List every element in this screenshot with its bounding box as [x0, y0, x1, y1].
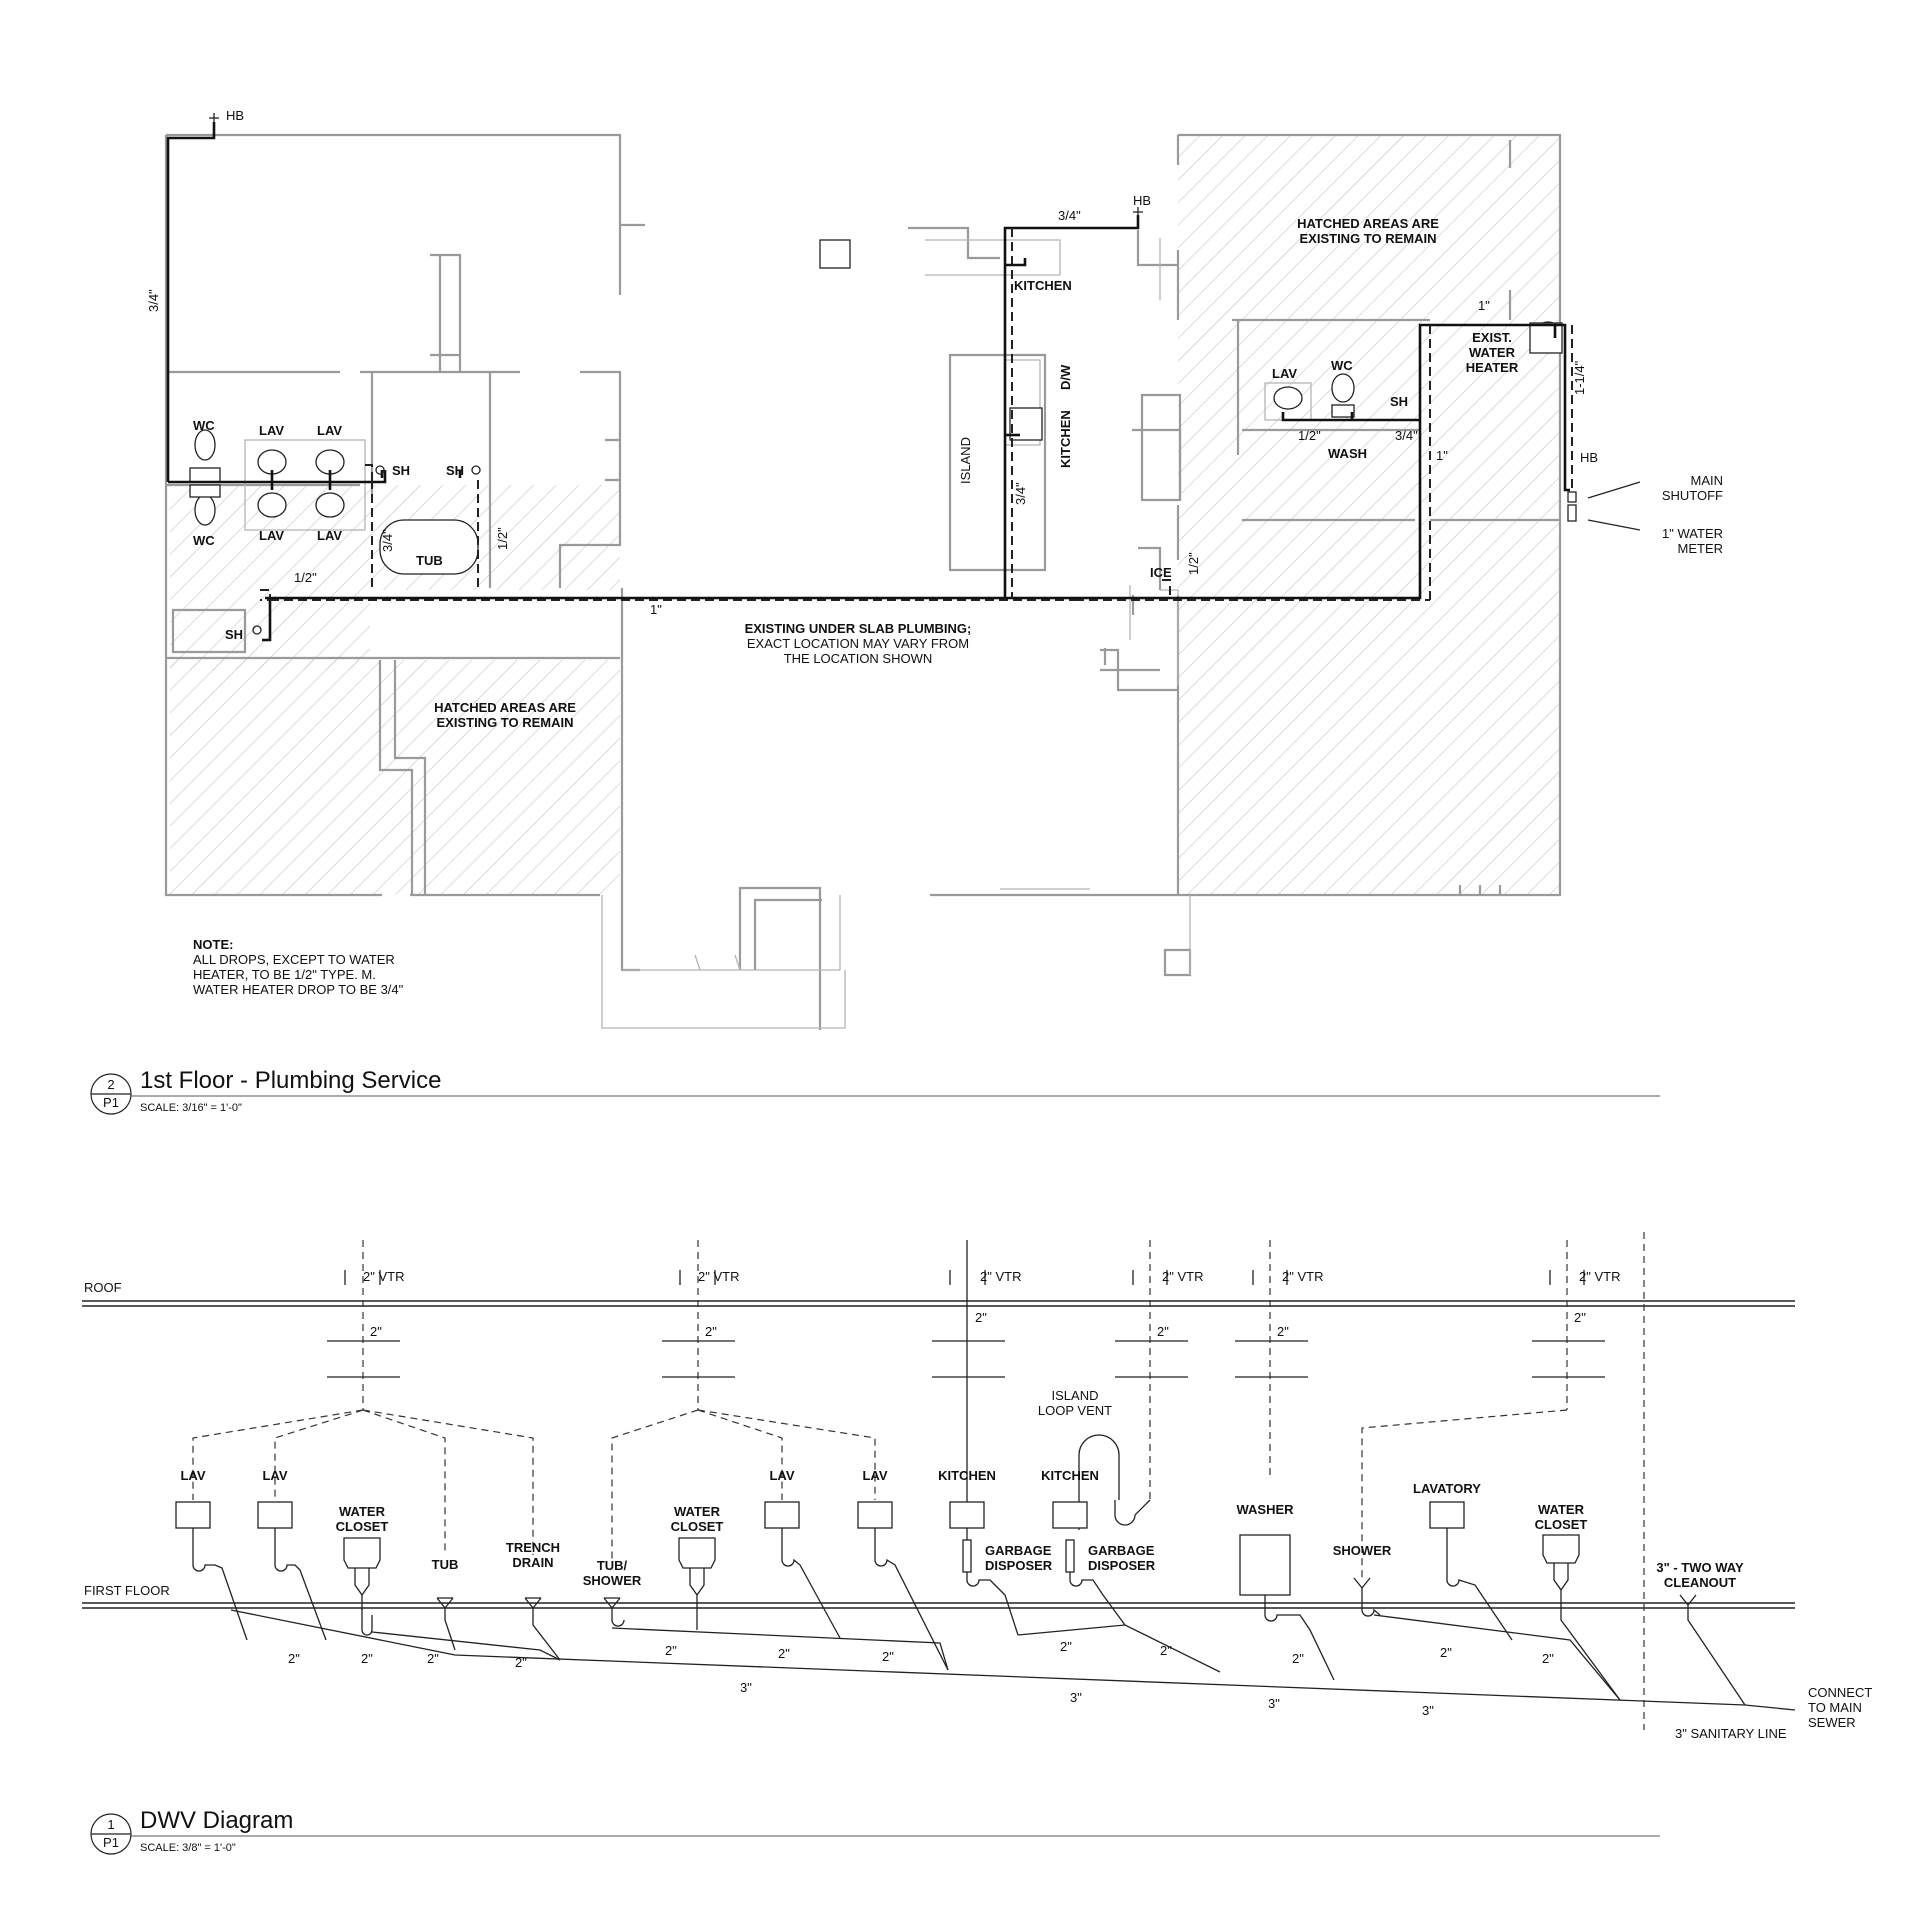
pipe-size-label: 1/2": [294, 570, 317, 585]
fixture-label: SHOWER: [582, 1573, 642, 1588]
hb-label: HB: [1580, 450, 1599, 465]
fixture-label: SH: [446, 463, 465, 478]
room-label: ISLAND: [958, 437, 973, 484]
fixture-label: DISPOSER: [985, 1558, 1053, 1573]
detail-number: 1: [107, 1817, 115, 1832]
fixture-label: LAV: [1272, 366, 1298, 381]
drain-size-label: 2": [882, 1649, 894, 1664]
meter-assembly: [1568, 482, 1640, 530]
under-slab-note: EXISTING UNDER SLAB PLUMBING;: [744, 621, 972, 636]
main-size-label: 3": [740, 1680, 752, 1695]
main-size-label: 3": [1268, 1696, 1280, 1711]
drain-size-label: 2": [1542, 1651, 1554, 1666]
note-line: ALL DROPS, EXCEPT TO WATER: [193, 952, 395, 967]
hb-label: HB: [226, 108, 245, 123]
floor-drain-icon: [1354, 1578, 1370, 1588]
hatch-note: HATCHED AREAS ARE: [1297, 216, 1439, 231]
note-line: HEATER, TO BE 1/2" TYPE. M.: [193, 967, 376, 982]
fixture-label: KITCHEN: [1041, 1468, 1099, 1483]
connect-sewer-label: SEWER: [1808, 1715, 1856, 1730]
water-closet-icon: [344, 1538, 380, 1568]
fixture-label: KITCHEN: [1058, 410, 1073, 468]
pipe-size-label: 1/2": [1298, 428, 1321, 443]
fixture-label: SHOWER: [1332, 1543, 1392, 1558]
general-note: [193, 937, 404, 997]
drain-size-labels: [288, 1639, 1872, 1741]
water-meter-label: METER: [1677, 541, 1723, 556]
fixture-label: LAV: [262, 1468, 288, 1483]
hatched-areas: [170, 135, 1560, 895]
vent-size-label: 2": [1574, 1310, 1586, 1325]
floor-plan: [91, 108, 1723, 1114]
pipe-size-label: 3/4": [1058, 208, 1081, 223]
vtr-label: 2" VTR: [1282, 1269, 1324, 1284]
fixture-label: TUB: [431, 1557, 459, 1572]
fixture-label: SH: [392, 463, 411, 478]
fixture-label: WATER: [674, 1504, 720, 1519]
fixture-label: LAV: [769, 1468, 795, 1483]
fixture-label: SH: [1390, 394, 1409, 409]
loop-vent-label: LOOP VENT: [1037, 1403, 1113, 1418]
kitchen-sink-box: [950, 1502, 984, 1528]
fixture-label: TRENCH: [505, 1540, 561, 1555]
fixture-label: CLOSET: [670, 1519, 724, 1534]
hatch-note: EXISTING TO REMAIN: [1299, 231, 1437, 246]
fixture-label: D/W: [1058, 364, 1073, 390]
fixture-label: CLOSET: [335, 1519, 389, 1534]
fixture-label: DRAIN: [512, 1555, 554, 1570]
pipe-size-label: 3/4": [1013, 482, 1028, 505]
drawing-title: DWV Diagram: [140, 1807, 294, 1834]
connect-sewer-label: TO MAIN: [1808, 1700, 1862, 1715]
shower-head-icon: [472, 466, 480, 474]
pipe-size-label: 3/4": [1395, 428, 1418, 443]
main-shutoff-label: MAIN: [1690, 473, 1723, 488]
drain-size-label: 2": [1060, 1639, 1072, 1654]
lav-fixture-box: [176, 1502, 210, 1528]
pipe-size-label: 1": [1478, 298, 1490, 313]
fixture-label: GARBAGE: [985, 1543, 1052, 1558]
fixture-label: LAVATORY: [1413, 1481, 1481, 1496]
loop-vent-label: ISLAND: [1051, 1388, 1099, 1403]
vent-size-label: 2": [1277, 1324, 1289, 1339]
drain-size-label: 2": [778, 1646, 790, 1661]
fixture-label: TUB: [416, 553, 443, 568]
cleanout-label: 3" - TWO WAY: [1656, 1560, 1744, 1575]
roof-label: ROOF: [84, 1280, 122, 1295]
drain-size-label: 2": [288, 1651, 300, 1666]
fixture-label: CLOSET: [1534, 1517, 1588, 1532]
water-heater-label: HEATER: [1465, 360, 1519, 375]
pipe-size-label: 1/2": [1186, 552, 1201, 575]
fixture-label: WC: [1331, 358, 1353, 373]
sanitary-line-label: 3" SANITARY LINE: [1675, 1726, 1787, 1741]
fixture-label: TUB/: [596, 1558, 628, 1573]
drawing-scale: SCALE: 3/8" = 1'-0": [140, 1842, 236, 1854]
drawing-scale: SCALE: 3/16" = 1'-0": [140, 1102, 242, 1114]
lav-fixture-box: [858, 1502, 892, 1528]
fixture-label: ICE: [1150, 565, 1172, 580]
vtr-label: 2" VTR: [980, 1269, 1022, 1284]
drain-size-label: 2": [515, 1655, 527, 1670]
dwv-diagram: [82, 1232, 1872, 1854]
kitchen-sink-box: [1053, 1502, 1087, 1528]
pipe-size-label: 3/4": [380, 529, 395, 552]
fixture-label: GARBAGE: [1088, 1543, 1155, 1558]
lav-br-fixture: [316, 493, 344, 517]
dwv-fixtures: [176, 1502, 1696, 1610]
fixture-label: LAV: [317, 423, 343, 438]
vent-size-label: 2": [705, 1324, 717, 1339]
water-meter-label: 1" WATER: [1662, 526, 1723, 541]
vtr-label: 2" VTR: [363, 1269, 405, 1284]
fixture-label: LAV: [180, 1468, 206, 1483]
pipe-size-label: 1": [1436, 448, 1448, 463]
vent-size-label: 2": [1157, 1324, 1169, 1339]
drawing-title: 1st Floor - Plumbing Service: [140, 1067, 442, 1094]
disposer-icon: [963, 1540, 971, 1572]
fixture-label: WC: [193, 418, 215, 433]
drain-size-label: 2": [361, 1651, 373, 1666]
fixture-label: LAV: [317, 528, 343, 543]
lav-fixture-box: [258, 1502, 292, 1528]
detail-number: 2: [107, 1077, 115, 1092]
fixture-label: KITCHEN: [1014, 278, 1072, 293]
hatch-note: HATCHED AREAS ARE: [434, 700, 576, 715]
wc-right-fixture: [1332, 374, 1354, 402]
pipe-size-label: 3/4": [146, 289, 161, 312]
vtr-label: 2" VTR: [698, 1269, 740, 1284]
lav-fixture-box: [765, 1502, 799, 1528]
vent-labels: [363, 1269, 1620, 1418]
under-slab-note: EXACT LOCATION MAY VARY FROM: [746, 636, 970, 651]
fixture-label: WASH: [1328, 446, 1367, 461]
fixture-label: WATER: [339, 1504, 385, 1519]
fixture-label: KITCHEN: [938, 1468, 996, 1483]
fixture-label: LAV: [862, 1468, 888, 1483]
sheet-number: P1: [103, 1095, 119, 1110]
pipe-size-label: 1": [650, 602, 662, 617]
hb-label: HB: [1133, 193, 1152, 208]
first-floor-label: FIRST FLOOR: [84, 1583, 170, 1598]
main-shutoff-label: SHUTOFF: [1661, 488, 1723, 503]
fixture-label: SH: [225, 627, 244, 642]
lav-bl-fixture: [258, 493, 286, 517]
water-closet-icon: [679, 1538, 715, 1568]
hose-bibb-icons: [209, 113, 1143, 217]
fixture-label: LAV: [259, 423, 285, 438]
connect-sewer-label: CONNECT: [1808, 1685, 1873, 1700]
drain-size-label: 2": [427, 1651, 439, 1666]
wc-lower-fixture: [195, 495, 215, 525]
pipe-size-label: 1-1/4": [1572, 360, 1587, 395]
drain-size-label: 2": [665, 1643, 677, 1658]
fixture-label: DISPOSER: [1088, 1558, 1156, 1573]
water-heater-label: EXIST.: [1472, 330, 1512, 345]
fixture-label: WATER: [1538, 1502, 1584, 1517]
note-line: WATER HEATER DROP TO BE 3/4": [193, 982, 404, 997]
main-size-label: 3": [1422, 1703, 1434, 1718]
washer-box: [1240, 1535, 1290, 1595]
cleanout-label: CLEANOUT: [1663, 1575, 1737, 1590]
vent-size-label: 2": [975, 1310, 987, 1325]
lav-fixture-box: [1430, 1502, 1464, 1528]
plan-title-block: [91, 1067, 1660, 1114]
fixture-label: LAV: [259, 528, 285, 543]
drain-size-label: 2": [1160, 1643, 1172, 1658]
drain-size-label: 2": [1292, 1651, 1304, 1666]
vent-size-label: 2": [370, 1324, 382, 1339]
vtr-label: 2" VTR: [1162, 1269, 1204, 1284]
fixture-label: WASHER: [1236, 1502, 1294, 1517]
vtr-label: 2" VTR: [1579, 1269, 1621, 1284]
drain-size-label: 2": [1440, 1645, 1452, 1660]
disposer-icon: [1066, 1540, 1074, 1572]
water-heater-label: WATER: [1469, 345, 1515, 360]
pipe-size-label: 1/2": [495, 527, 510, 550]
under-slab-note: THE LOCATION SHOWN: [783, 651, 933, 666]
main-size-label: 3": [1070, 1690, 1082, 1705]
fixture-label: WC: [193, 533, 215, 548]
lav-right-fixture: [1274, 387, 1302, 409]
dwv-title-block: [91, 1807, 1660, 1854]
water-closet-icon: [1543, 1535, 1579, 1563]
note-heading: NOTE:: [193, 937, 234, 952]
sheet-number: P1: [103, 1835, 119, 1850]
hatch-note: EXISTING TO REMAIN: [436, 715, 574, 730]
wc-upper-fixture: [195, 430, 215, 460]
dwv-fixture-labels: [180, 1468, 1743, 1590]
